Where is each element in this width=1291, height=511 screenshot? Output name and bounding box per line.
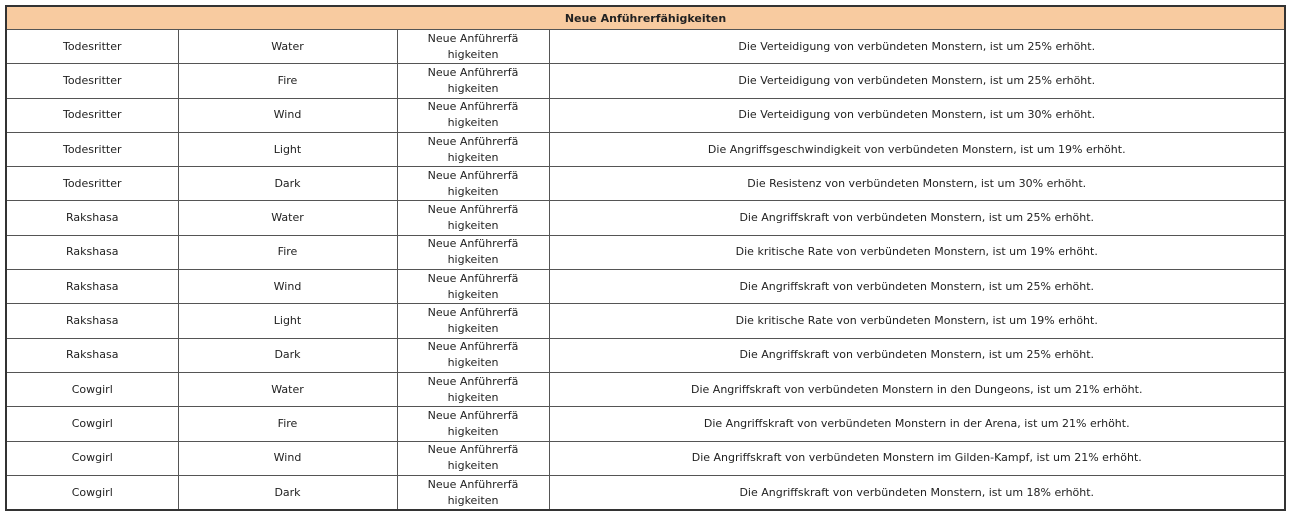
leader-skills-table — [5, 5, 1286, 511]
table-row — [6, 235, 1285, 269]
effect-cell: Die Angriffskraft von verbündeten Monstern, ist um 18% erhöht. — [549, 475, 1285, 510]
effect-cell: Die Angriffskraft von verbündeten Monstern, ist um 25% erhöht. — [549, 201, 1285, 235]
skill-label-line2: higkeiten — [447, 81, 499, 95]
skill-type-cell — [397, 98, 549, 132]
skill-label-line2: higkeiten — [447, 47, 499, 61]
element-cell: Dark — [178, 338, 397, 372]
table-row — [6, 132, 1285, 166]
table-row — [6, 64, 1285, 98]
skill-label-line2: higkeiten — [447, 253, 499, 267]
monster-cell: Rakshasa — [6, 304, 178, 338]
effect-cell: Die Angriffskraft von verbündeten Monstern in den Dungeons, ist um 21% erhöht. — [549, 372, 1285, 406]
table-row — [6, 475, 1285, 510]
effect-cell: Die Verteidigung von verbündeten Monstern, ist um 25% erhöht. — [549, 64, 1285, 98]
skill-label-line2: higkeiten — [447, 424, 499, 438]
element-cell: Fire — [178, 235, 397, 269]
skill-label-line1: Neue Anführerfä — [427, 203, 519, 217]
monster-cell: Rakshasa — [6, 270, 178, 304]
skill-label-line2: higkeiten — [447, 356, 499, 370]
element-cell: Wind — [178, 441, 397, 475]
skill-type-cell — [397, 201, 549, 235]
effect-cell: Die Angriffskraft von verbündeten Monstern, ist um 25% erhöht. — [549, 338, 1285, 372]
element-cell: Dark — [178, 475, 397, 510]
skill-label-line1: Neue Anführerfä — [427, 237, 519, 251]
skill-label-line2: higkeiten — [447, 184, 499, 198]
skill-label-line1: Neue Anführerfä — [427, 340, 519, 354]
monster-cell: Cowgirl — [6, 407, 178, 441]
element-cell: Water — [178, 30, 397, 64]
table-title: Neue Anführerfähigkeiten — [6, 6, 1285, 30]
effect-cell: Die Angriffskraft von verbündeten Monstern, ist um 25% erhöht. — [549, 270, 1285, 304]
skill-label-line2: higkeiten — [447, 493, 499, 507]
skill-label-line2: higkeiten — [447, 116, 499, 130]
table-row — [6, 407, 1285, 441]
table-row — [6, 167, 1285, 201]
effect-cell: Die Verteidigung von verbündeten Monstern, ist um 25% erhöht. — [549, 30, 1285, 64]
skill-label-line2: higkeiten — [447, 150, 499, 164]
skill-label-line1: Neue Anführerfä — [427, 65, 519, 79]
table-row — [6, 201, 1285, 235]
skill-type-cell — [397, 132, 549, 166]
skill-type-cell — [397, 441, 549, 475]
element-cell: Water — [178, 372, 397, 406]
skill-label-line1: Neue Anführerfä — [427, 100, 519, 114]
table-row — [6, 98, 1285, 132]
skill-label-line2: higkeiten — [447, 219, 499, 233]
skill-label-line1: Neue Anführerfä — [427, 31, 519, 45]
skill-label-line1: Neue Anführerfä — [427, 168, 519, 182]
monster-cell: Todesritter — [6, 30, 178, 64]
monster-cell: Rakshasa — [6, 201, 178, 235]
skill-label-line1: Neue Anführerfä — [427, 477, 519, 491]
skill-label-line2: higkeiten — [447, 390, 499, 404]
monster-cell: Todesritter — [6, 64, 178, 98]
skill-label-line1: Neue Anführerfä — [427, 271, 519, 285]
skill-type-cell — [397, 235, 549, 269]
element-cell: Fire — [178, 64, 397, 98]
skill-type-cell — [397, 304, 549, 338]
skill-type-cell — [397, 30, 549, 64]
effect-cell: Die Verteidigung von verbündeten Monstern, ist um 30% erhöht. — [549, 98, 1285, 132]
table-row — [6, 441, 1285, 475]
effect-cell: Die kritische Rate von verbündeten Monstern, ist um 19% erhöht. — [549, 235, 1285, 269]
table-row — [6, 304, 1285, 338]
skill-label-line1: Neue Anführerfä — [427, 374, 519, 388]
effect-cell: Die Angriffsgeschwindigkeit von verbündeten Monstern, ist um 19% erhöht. — [549, 132, 1285, 166]
skill-label-line2: higkeiten — [447, 287, 499, 301]
element-cell: Fire — [178, 407, 397, 441]
element-cell: Water — [178, 201, 397, 235]
skill-label-line1: Neue Anführerfä — [427, 408, 519, 422]
monster-cell: Rakshasa — [6, 338, 178, 372]
element-cell: Wind — [178, 98, 397, 132]
element-cell: Wind — [178, 270, 397, 304]
effect-cell: Die Angriffskraft von verbündeten Monstern im Gilden-Kampf, ist um 21% erhöht. — [549, 441, 1285, 475]
skill-label-line2: higkeiten — [447, 459, 499, 473]
skill-type-cell — [397, 475, 549, 510]
element-cell: Light — [178, 132, 397, 166]
table-row — [6, 338, 1285, 372]
skill-label-line1: Neue Anführerfä — [427, 306, 519, 320]
skill-label-line1: Neue Anführerfä — [427, 443, 519, 457]
monster-cell: Cowgirl — [6, 372, 178, 406]
monster-cell: Todesritter — [6, 98, 178, 132]
skill-type-cell — [397, 167, 549, 201]
table-row — [6, 30, 1285, 64]
monster-cell: Cowgirl — [6, 441, 178, 475]
skill-type-cell — [397, 407, 549, 441]
skill-type-cell — [397, 338, 549, 372]
table-row — [6, 372, 1285, 406]
effect-cell: Die kritische Rate von verbündeten Monstern, ist um 19% erhöht. — [549, 304, 1285, 338]
monster-cell: Todesritter — [6, 167, 178, 201]
skill-type-cell — [397, 64, 549, 98]
table-row — [6, 270, 1285, 304]
effect-cell: Die Resistenz von verbündeten Monstern, ist um 30% erhöht. — [549, 167, 1285, 201]
effect-cell: Die Angriffskraft von verbündeten Monstern in der Arena, ist um 21% erhöht. — [549, 407, 1285, 441]
monster-cell: Todesritter — [6, 132, 178, 166]
element-cell: Dark — [178, 167, 397, 201]
monster-cell: Cowgirl — [6, 475, 178, 510]
skill-label-line2: higkeiten — [447, 322, 499, 336]
skill-label-line1: Neue Anführerfä — [427, 134, 519, 148]
skill-type-cell — [397, 372, 549, 406]
monster-cell: Rakshasa — [6, 235, 178, 269]
element-cell: Light — [178, 304, 397, 338]
skill-type-cell — [397, 270, 549, 304]
